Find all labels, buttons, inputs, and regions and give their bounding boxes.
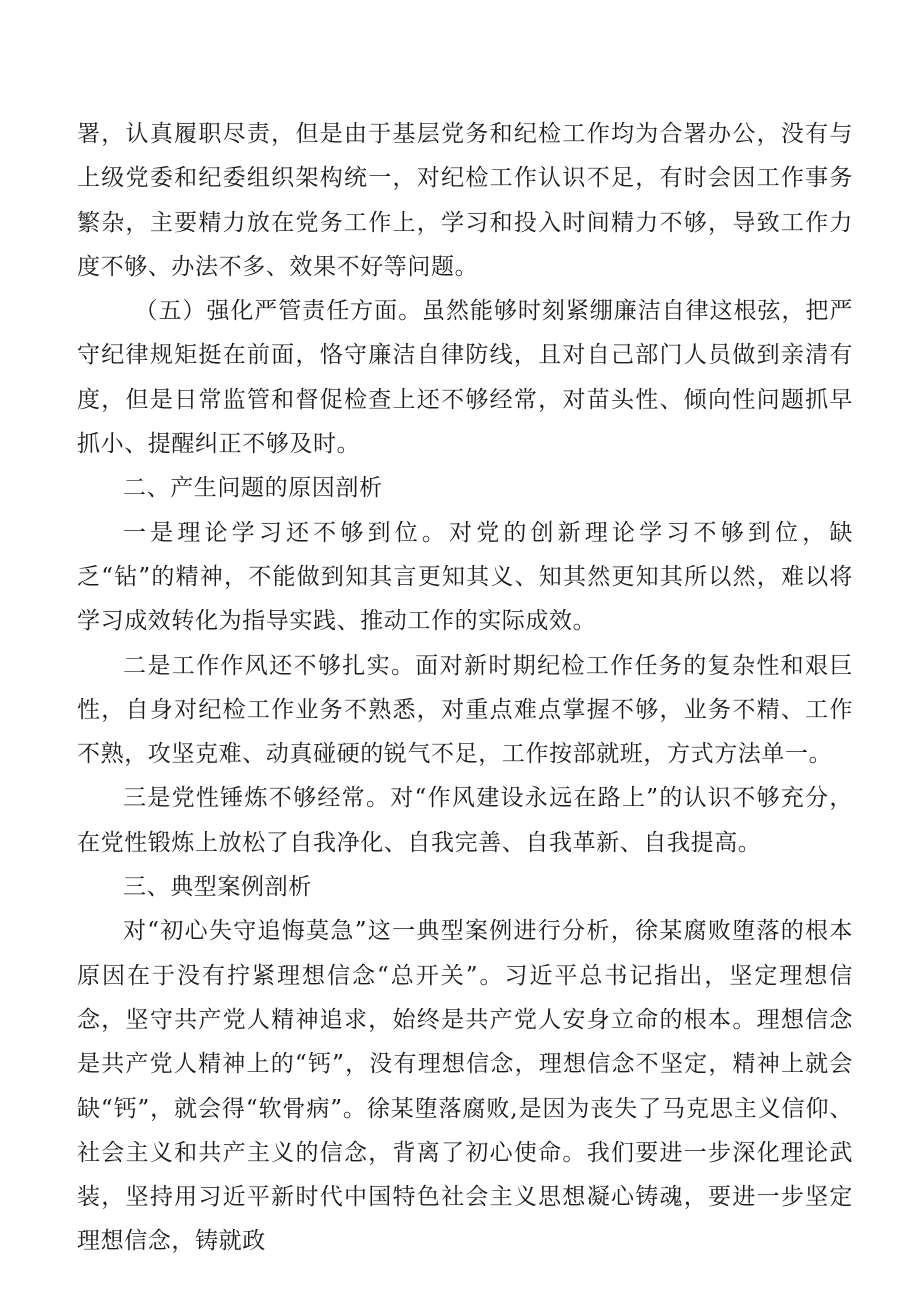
paragraph-continuation: 署，认真履职尽责，但是由于基层党务和纪检工作均为合署办公，没有与上级党委和纪委组织架构统一，对纪检工作认识不足，有时会因工作事务繁杂，主要精力放在党务工作上，学习和投入时间精力不够，导致工作力度不够、办法不多、效果不好等问题。	[77, 121, 853, 280]
section-heading-causes: 二、产生问题的原因剖析	[123, 475, 383, 502]
paragraph-party-spirit: 三是党性锤炼不够经常。对“作风建设永远在路上”的认识不够充分，在党性锻炼上放松了自我净化、自我完善、自我革新、自我提高。	[77, 785, 853, 856]
paragraph-work-style: 二是工作作风还不够扎实。面对新时期纪检工作任务的复杂性和艰巨性，自身对纪检工作业务不熟悉，对重点难点掌握不够，业务不精、工作不熟，攻坚克难、动真碰硬的锐气不足，工作按部就班，方式方法单一。	[77, 652, 853, 768]
document-body	[77, 112, 853, 1264]
paragraph-theory-study: 一是理论学习还不够到位。对党的创新理论学习不够到位，缺乏“钻”的精神，不能做到知其言更知其义、知其然更知其所以然，难以将学习成效转化为指导实践、推动工作的实际成效。	[77, 519, 853, 635]
paragraph-strict-management: （五）强化严管责任方面。虽然能够时刻紧绷廉洁自律这根弦，把严守纪律规矩挺在前面，恪守廉洁自律防线，且对自己部门人员做到亲清有度，但是日常监管和督促检查上还不够经常，对苗头性、倾向性问题抓早抓小、提醒纠正不够及时。	[77, 298, 853, 458]
section-heading-case-analysis: 三、典型案例剖析	[123, 874, 312, 901]
paragraph-case-analysis: 对“初心失守追悔莫急”这一典型案例进行分析，徐某腐败堕落的根本原因在于没有拧紧理想信念“总开关”。习近平总书记指出，坚定理想信念，坚守共产党人精神追求，始终是共产党人安身立命的根本。理想信念是共产党人精神上的“钙”，没有理想信念，理想信念不坚定，精神上就会缺“钙”，就会得“软骨病”。徐某堕落腐败,是因为丧失了马克思主义信仰、社会主义和共产主义的信念，背离了初心使命。我们要进一步深化理论武装，坚持用习近平新时代中国特色社会主义思想凝心铸魂，要进一步坚定理想信念，铸就政	[77, 918, 853, 1255]
